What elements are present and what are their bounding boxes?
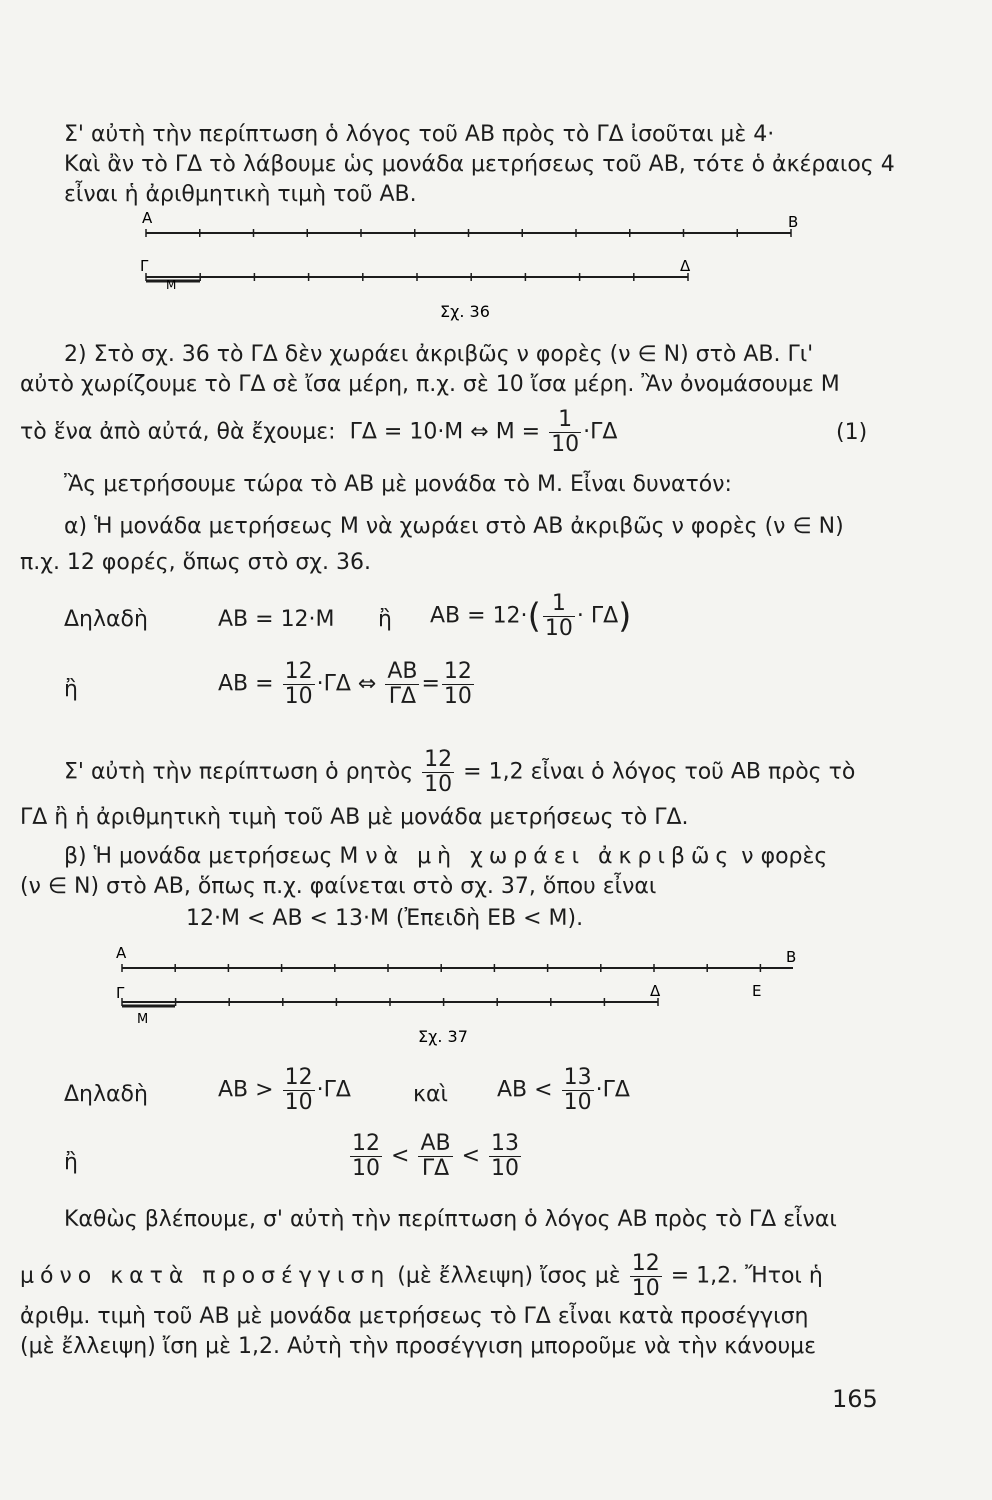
equation-tag: (1) — [836, 420, 868, 445]
less-than: < — [391, 1143, 410, 1169]
text-fragment: = 1,2 εἶναι ὁ λόγος τοῦ ΑΒ πρὸς τὸ — [463, 759, 856, 785]
numerator: 12 — [352, 1131, 380, 1156]
equation — [497, 1066, 630, 1115]
fraction — [630, 1252, 662, 1301]
numerator: 13 — [563, 1065, 592, 1090]
text-line — [64, 842, 827, 872]
equation-part: ·ΓΔ — [316, 1077, 351, 1103]
equation-part: ΑΒ < — [497, 1077, 553, 1103]
label-a: Α — [116, 944, 127, 962]
word-or: ἢ — [378, 607, 392, 632]
fraction — [350, 1132, 382, 1181]
numerator: 12 — [284, 659, 313, 684]
text-fragment: ν φορὲς — [741, 844, 828, 869]
spaced-emphasis: νὰ μὴ χωράει ἀκριβῶς — [365, 844, 735, 869]
less-than: < — [461, 1143, 481, 1169]
figure-37 — [0, 940, 992, 1050]
equation-part: ΑΒ > — [218, 1077, 274, 1103]
equation-part: ·ΓΔ — [595, 1077, 630, 1103]
text-fragment: Σ' αὐτὴ τὴν περίπτωση ὁ ρητὸς — [64, 759, 414, 785]
text-line: (μὲ ἔλλειψη) ἴση μὲ 1,2. Αὐτὴ τὴν προσέγγιση μποροῦμε νὰ τὴν κάνουμε — [20, 1334, 817, 1359]
text-line: Ἂς μετρήσουμε τώρα τὸ ΑΒ μὲ μονάδα τὸ Μ. Εἶναι δυνατόν: — [64, 472, 732, 497]
word-and: καὶ — [413, 1082, 448, 1107]
denominator: 10 — [491, 1156, 520, 1181]
equation-part: ΑΒ = — [218, 671, 274, 697]
paren-open: ( — [527, 596, 541, 637]
equation — [218, 660, 476, 709]
label-m: Μ — [137, 1012, 149, 1027]
word-thus: Δηλαδὴ — [64, 607, 148, 632]
label-b: Β — [786, 948, 797, 966]
denominator: 10 — [424, 772, 453, 797]
equation-part: = — [421, 671, 440, 697]
text-line: αὐτὸ χωρίζουμε τὸ ΓΔ σὲ ἴσα μέρη, π.χ. σὲ 10 ἴσα μέρη. Ἂν ὀνομάσουμε Μ — [20, 372, 840, 397]
denominator: 10 — [284, 1090, 313, 1115]
denominator: ΓΔ — [421, 1156, 450, 1181]
text-line: Καὶ ἂν τὸ ΓΔ τὸ λάβουμε ὡς μονάδα μετρήσεως τοῦ ΑΒ, τότε ὁ ἀκέραιος 4 — [64, 152, 895, 177]
figure-caption: Σχ. 37 — [418, 1027, 468, 1046]
denominator: ΓΔ — [388, 684, 417, 709]
text-line: Καθὼς βλέπουμε, σ' αὐτὴ τὴν περίπτωση ὁ λόγος ΑΒ πρὸς τὸ ΓΔ εἶναι — [64, 1207, 837, 1232]
text-line: π.χ. 12 φορές, ὅπως στὸ σχ. 36. — [20, 550, 371, 575]
segment-ab — [122, 964, 793, 972]
equation: 12·Μ < ΑΒ < 13·Μ (Ἐπειδὴ ΕΒ < Μ). — [186, 906, 584, 931]
fraction — [549, 408, 581, 457]
spaced-emphasis: μόνο κατὰ προσέγγιση — [20, 1263, 391, 1289]
denominator: 10 — [551, 432, 580, 457]
numerator: ΑΒ — [387, 659, 418, 684]
label-m: Μ — [166, 278, 177, 292]
text-line: 2) Στὸ σχ. 36 τὸ ΓΔ δὲν χωράει ἀκριβῶς ν φορὲς (ν ∈ Ν) στὸ ΑΒ. Γι' — [64, 342, 814, 367]
numerator: 1 — [543, 592, 575, 617]
label-g: Γ — [116, 984, 125, 1002]
equation-part: ·ΓΔ ⇔ — [316, 671, 377, 697]
segment-gd — [146, 273, 688, 281]
fraction — [489, 1132, 521, 1181]
text-fragment: τὸ ἕνα ἀπὸ αὐτά, θὰ ἔχουμε: — [20, 419, 336, 445]
word-thus: Δηλαδὴ — [64, 1082, 148, 1107]
text-line: ΓΔ ἢ ἡ ἀριθμητικὴ τιμὴ τοῦ ΑΒ μὲ μονάδα μετρήσεως τὸ ΓΔ. — [20, 805, 689, 830]
text-fragment: β) Ἡ μονάδα μετρήσεως Μ — [64, 844, 359, 869]
denominator: 10 — [544, 616, 573, 641]
equation — [218, 1066, 351, 1115]
label-a: Α — [142, 209, 153, 227]
segment-gd — [122, 998, 658, 1006]
numerator: 13 — [491, 1131, 520, 1156]
fraction — [418, 1132, 452, 1181]
label-e: Ε — [752, 982, 762, 1000]
equation-part: · ΓΔ — [576, 603, 619, 629]
numerator: 12 — [284, 1065, 313, 1090]
equation-line — [20, 408, 617, 457]
equation-1-right: ·ΓΔ — [583, 419, 618, 445]
numerator: 12 — [424, 747, 453, 772]
text-line — [20, 1252, 823, 1301]
fraction — [543, 592, 575, 641]
text-fragment: (μὲ ἔλλειψη) ἴσος μὲ — [397, 1263, 621, 1289]
text-line: ἀριθμ. τιμὴ τοῦ ΑΒ μὲ μονάδα μετρήσεως τὸ ΓΔ εἶναι κατὰ προσέγγιση — [20, 1304, 809, 1329]
fraction — [562, 1066, 594, 1115]
equation — [430, 592, 631, 641]
text-fragment: = 1,2. Ἤτοι ἡ — [670, 1263, 823, 1289]
page-number: 165 — [832, 1385, 878, 1413]
figure-caption: Σχ. 36 — [440, 302, 490, 321]
numerator: 12 — [443, 659, 472, 684]
text-line: α) Ἡ μονάδα μετρήσεως Μ νὰ χωράει στὸ ΑΒ ἀκριβῶς ν φορὲς (ν ∈ Ν) — [64, 514, 844, 539]
equation-part: ΑΒ = 12· — [430, 603, 528, 629]
numerator: ΑΒ — [420, 1131, 451, 1156]
inequality — [348, 1132, 523, 1181]
word-or: ἢ — [64, 677, 78, 702]
word-or: ἢ — [64, 1150, 78, 1175]
denominator: 10 — [443, 684, 472, 709]
label-b: Β — [788, 213, 799, 231]
numerator: 12 — [631, 1251, 660, 1276]
text-line: Σ' αὐτὴ τὴν περίπτωση ὁ λόγος τοῦ ΑΒ πρὸς τὸ ΓΔ ἰσοῦται μὲ 4· — [64, 122, 775, 147]
paren-close: ) — [618, 596, 632, 637]
equation-1: ΓΔ = 10·Μ ⇔ Μ = — [349, 419, 541, 445]
fraction — [422, 748, 454, 797]
segment-ab — [146, 229, 791, 237]
numerator: 1 — [549, 408, 581, 433]
text-line: (ν ∈ Ν) στὸ ΑΒ, ὅπως π.χ. φαίνεται στὸ σχ. 37, ὅπου εἶναι — [20, 874, 657, 899]
fraction — [385, 660, 419, 709]
denominator: 10 — [284, 684, 313, 709]
denominator: 10 — [352, 1156, 380, 1181]
label-d: Δ — [680, 257, 691, 275]
text-line — [64, 748, 855, 797]
label-d: Δ — [650, 982, 661, 1000]
fraction — [283, 1066, 315, 1115]
equation: ΑΒ = 12·Μ — [218, 607, 335, 632]
fraction — [283, 660, 315, 709]
fraction — [442, 660, 474, 709]
denominator: 10 — [631, 1276, 660, 1301]
text-line: εἶναι ἡ ἀριθμητικὴ τιμὴ τοῦ ΑΒ. — [64, 182, 417, 207]
figure-36 — [0, 205, 992, 325]
denominator: 10 — [563, 1090, 592, 1115]
label-g: Γ — [140, 257, 149, 275]
